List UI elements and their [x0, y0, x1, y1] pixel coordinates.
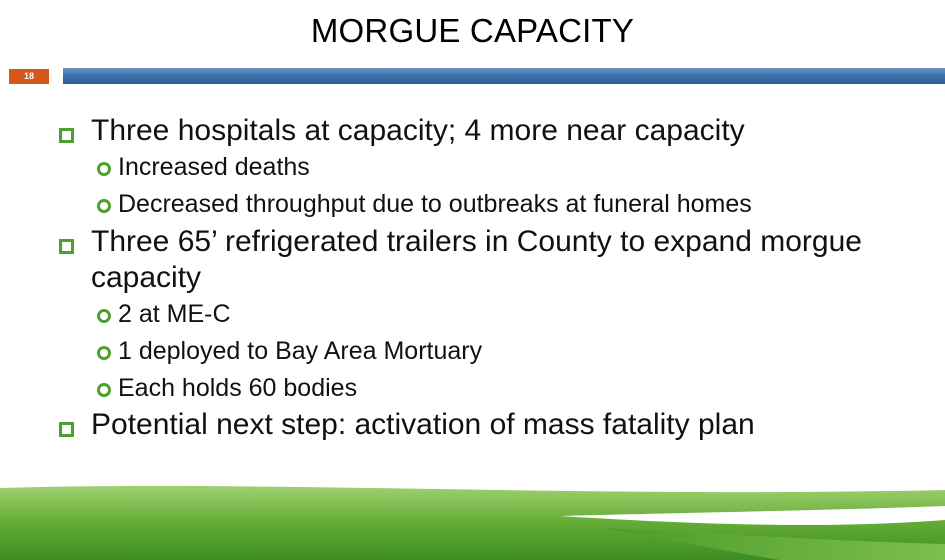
- circle-bullet-icon: [97, 346, 111, 360]
- sub-bullet-item: [58, 149, 918, 186]
- circle-bullet-icon: [97, 162, 111, 176]
- sub-bullet-text: Decreased throughput due to outbreaks at funeral homes: [118, 190, 752, 218]
- sub-bullet-item: [58, 333, 918, 370]
- square-bullet-icon: [59, 422, 74, 437]
- sub-bullet-text: 1 deployed to Bay Area Mortuary: [118, 337, 483, 365]
- circle-bullet-icon: [97, 199, 111, 213]
- bullet-item: [58, 224, 918, 296]
- circle-bullet-icon: [97, 309, 111, 323]
- circle-bullet-icon: [97, 383, 111, 397]
- footer-green-swoosh: [0, 470, 945, 560]
- slide-number-badge: 18: [9, 69, 49, 84]
- bullet-text: Three hospitals at capacity; 4 more near capacity: [91, 114, 745, 147]
- slide-title: MORGUE CAPACITY: [310, 12, 635, 49]
- bullet-item: [58, 407, 918, 443]
- bullet-list: [58, 113, 918, 443]
- sub-bullet-text: 2 at ME-C: [118, 300, 231, 328]
- square-bullet-icon: [59, 128, 74, 143]
- title-rule-bar: [63, 68, 945, 84]
- sub-bullet-text: Each holds 60 bodies: [118, 374, 358, 402]
- bullet-text: Three 65’ refrigerated trailers in County to expand morgue capacity: [91, 225, 862, 294]
- sub-bullet-item: [58, 370, 918, 407]
- sub-bullet-text: Increased deaths: [118, 153, 310, 181]
- square-bullet-icon: [59, 239, 74, 254]
- bullet-text: Potential next step: activation of mass fatality plan: [91, 408, 755, 441]
- bullet-item: [58, 113, 918, 149]
- sub-bullet-item: [58, 186, 918, 223]
- sub-bullet-item: [58, 296, 918, 333]
